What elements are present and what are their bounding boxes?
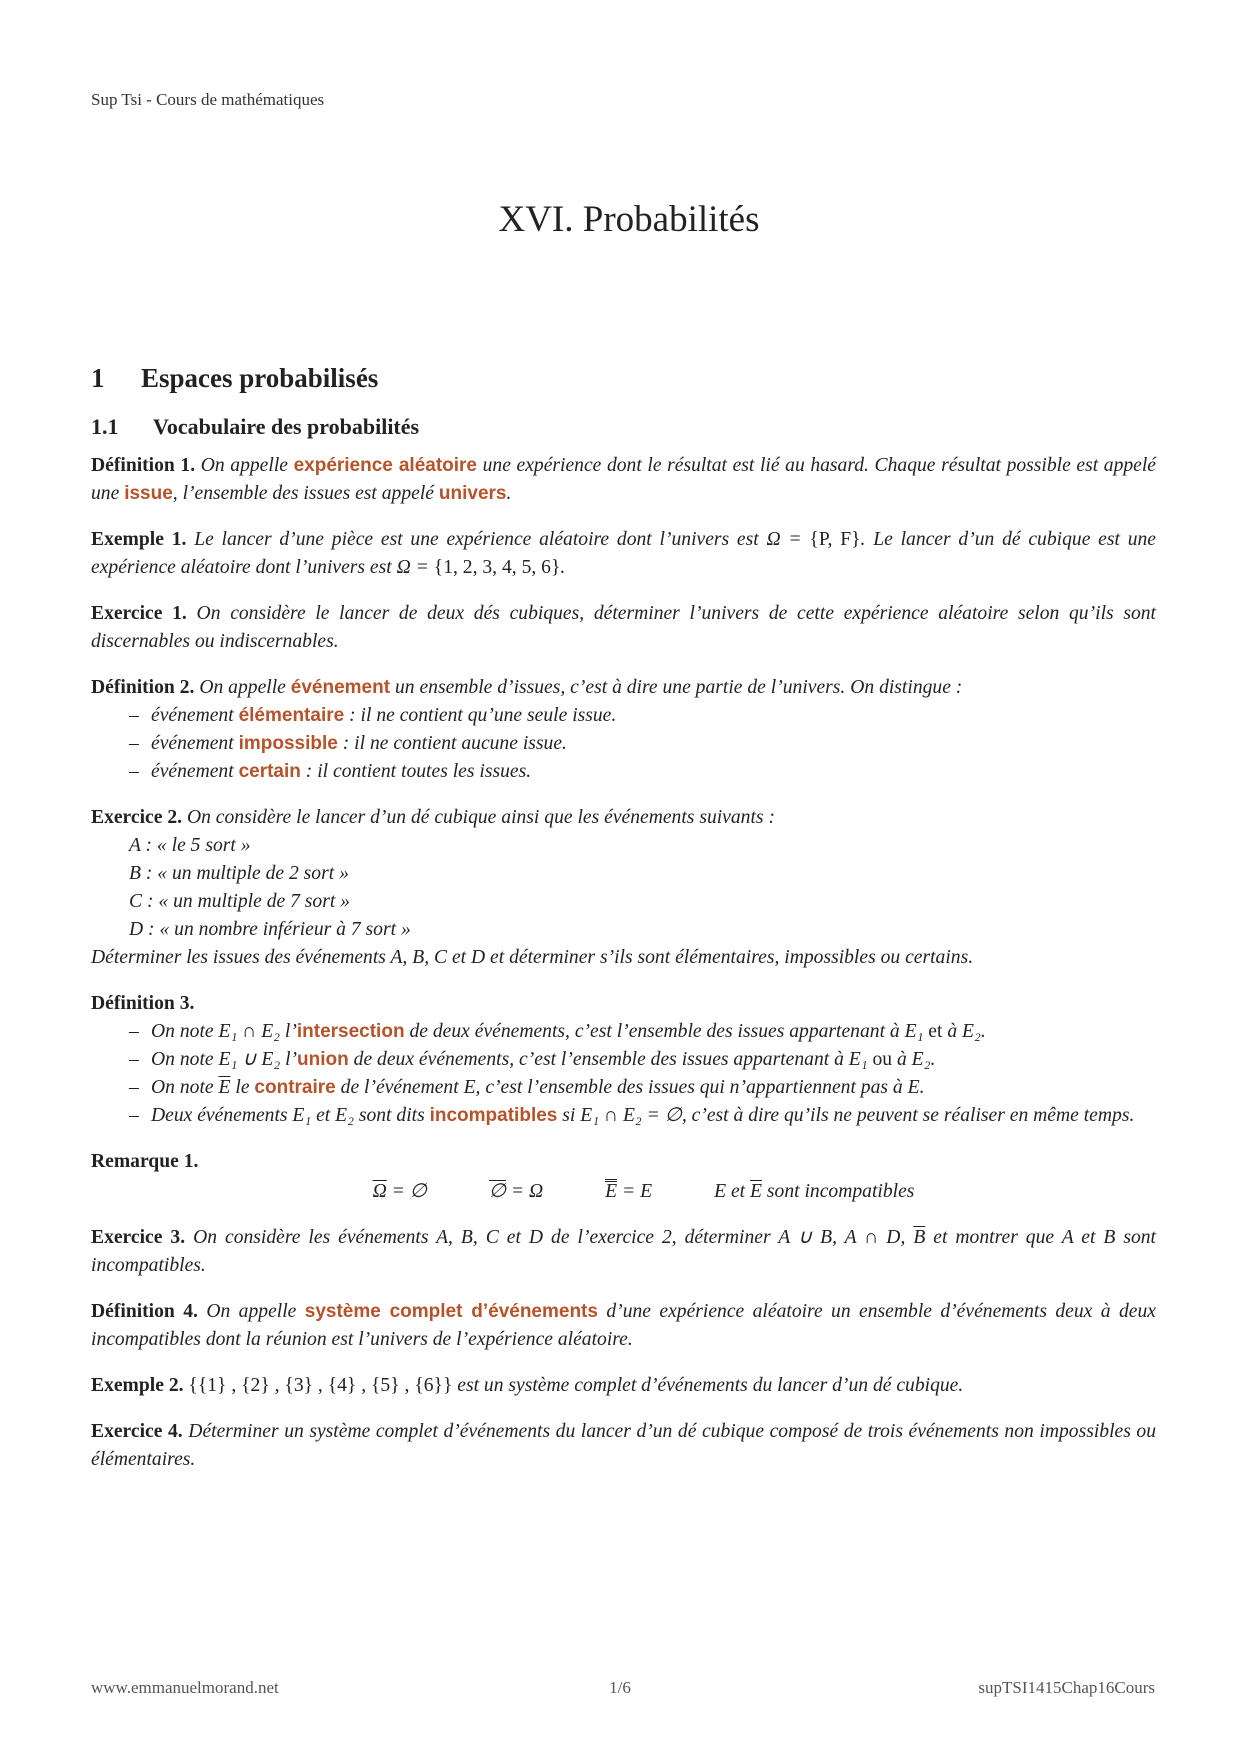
math: sont incompatibles [766,1181,915,1202]
document-title [0,198,1240,241]
text: et [928,1021,943,1042]
text: On note E₁ ∩ E₂ l’ [151,1021,297,1042]
keyword: élémentaire [238,705,345,726]
subsection-heading [91,412,1156,442]
list-item [129,730,1156,758]
text: de deux événements, c’est l’ensemble des issues appartenant à E₁ [353,1049,868,1070]
text: le [235,1077,250,1098]
exercise-4 [91,1418,1156,1474]
section-title: Espaces probabilisés [141,363,379,393]
text: On appelle [206,1301,297,1322]
list-item [129,758,1156,786]
text: Le lancer d’une pièce est une expérience aléatoire dont l’univers est Ω = [194,529,802,550]
exercise-label: Exercice 4. [91,1421,183,1442]
definition-4 [91,1298,1156,1354]
text: . [506,483,512,504]
text: un ensemble d’issues, c’est à dire une partie de l’univers. On distingue : [394,677,963,698]
math-set: {P, F} [809,529,861,550]
text: On note [151,1077,214,1098]
exercise-1 [91,600,1156,656]
keyword: union [297,1049,349,1070]
definition-2 [91,674,1156,786]
text: est un système complet d’événements du lancer d’un dé cubique. [457,1375,964,1396]
math-formulas [91,1178,1156,1206]
example-1 [91,526,1156,582]
text: Déterminer les issues des événements A, B, C et D et déterminer s’ils sont élémentaires, impossibles ou certains. [91,947,974,968]
definition-list [91,702,1156,786]
definition-1 [91,452,1156,508]
math: = ∅ [391,1181,427,1202]
definition-label: Définition 3. [91,993,195,1014]
math-set: {1, 2, 3, 4, 5, 6} [433,557,561,578]
exercise-label: Exercice 3. [91,1227,186,1248]
event-line: D : « un nombre inférieur à 7 sort » [129,919,411,940]
math: E et [714,1181,746,1202]
footer-website: www.emmanuelmorand.net [91,1678,279,1697]
remark-1 [91,1148,1156,1206]
math: E [605,1181,618,1202]
text: : il ne contient aucune issue. [342,733,567,754]
text: , l’ensemble des issues est appelé [172,483,434,504]
keyword: contraire [254,1077,336,1098]
math: $\overline{E}$ [750,1181,762,1202]
text: On considère le lancer de deux dés cubiques, déterminer l’univers de cette expérience aléatoire selon qu’ils sont discernables ou indiscernables. [91,603,1156,652]
remark-label: Remarque 1. [91,1151,199,1172]
event-line: A : « le 5 sort » [129,835,251,856]
formula [714,1178,914,1206]
math: ∅ [488,1181,506,1202]
event-list [91,832,1156,944]
text: On appelle [199,677,286,698]
text: On appelle [200,455,288,476]
text: si E₁ ∩ E₂ = ∅, c’est à dire qu’ils ne peuvent se réaliser en même temps. [562,1105,1135,1126]
text: de l’événement E, c’est l’ensemble des issues qui n’appartiennent pas à E. [340,1077,925,1098]
footer-doc-id: supTSI1415Chap16Cours [978,1678,1155,1697]
math: = Ω [510,1181,544,1202]
list-item [129,702,1156,730]
text: Deux événements E₁ et E₂ sont dits [151,1105,425,1126]
keyword: événement [290,677,391,698]
running-header: Sup Tsi - Cours de mathématiques [91,90,325,109]
text: Déterminer un système complet d’événements du lancer d’un dé cubique composé de trois événements non impossibles ou élémentaires. [91,1421,1156,1470]
keyword: expérience aléatoire [293,455,477,476]
section-heading [91,360,1156,396]
text: à E₂. [947,1021,986,1042]
example-2 [91,1372,1156,1400]
keyword: système complet d’événements [304,1301,598,1322]
definition-label: Définition 4. [91,1301,198,1322]
section-number: 1 [91,363,105,393]
example-label: Exemple 1. [91,529,187,550]
definition-3 [91,990,1156,1130]
list-item [129,1046,1156,1074]
exercise-3 [91,1224,1156,1280]
definition-list [91,1018,1156,1130]
list-item [129,1018,1156,1046]
keyword: incompatibles [429,1105,558,1126]
example-label: Exemple 2. [91,1375,184,1396]
text: et montrer que A et B sont incompatibles. [91,1227,1156,1276]
math: = E [622,1181,653,1202]
formula [605,1178,652,1206]
formula [373,1178,427,1206]
text: ou [872,1049,893,1070]
event-line: C : « un multiple de 7 sort » [129,891,350,912]
definition-label: Définition 2. [91,677,195,698]
formula [489,1178,543,1206]
text: . [560,557,566,578]
math: $\overline{\Omega}$ [372,1181,387,1202]
exercise-2 [91,804,1156,972]
text: . Le lancer d’un dé cubique est une expérience aléatoire dont l’univers est Ω = [91,529,1156,578]
text: : il ne contient qu’une seule issue. [349,705,617,726]
keyword: intersection [296,1021,405,1042]
math-complement: $\overline{E}$ [218,1077,231,1098]
text: à E₂. [896,1049,936,1070]
text: de deux événements, c’est l’ensemble des issues appartenant à E₁ [409,1021,924,1042]
document-body [91,360,1156,1492]
keyword: certain [238,761,301,782]
text: : il contient toutes les issues. [305,761,532,782]
document-title-text: XVI. Probabilités [498,199,760,240]
text: une expérience dont le résultat est lié au hasard. Chaque résultat possible est appelé une [91,455,1156,504]
text: On considère les événements A, B, C et D de l’exercice 2, déterminer A ∪ B, A ∩ D, [193,1227,906,1248]
definition-label: Définition 1. [91,455,196,476]
text: On considère le lancer d’un dé cubique ainsi que les événements suivants : [186,807,775,828]
event-line: B : « un multiple de 2 sort » [129,863,349,884]
subsection-number: 1.1 [91,414,119,439]
text: On note E₁ ∪ E₂ l’ [151,1049,298,1070]
subsection-title: Vocabulaire des probabilités [153,414,420,439]
list-item [129,1102,1156,1130]
text: événement [151,705,234,726]
list-item [129,1074,1156,1102]
math-set: {{1} , {2} , {3} , {4} , {5} , {6}} [188,1375,453,1396]
footer-page-number: 1/6 [609,1678,631,1697]
text: événement [151,761,234,782]
text: d’une expérience aléatoire un ensemble d’événements deux à deux incompatibles dont la réunion est l’univers de l’expérience aléatoire. [91,1301,1156,1350]
math-complement: $\overline{B}$ [913,1227,926,1248]
exercise-label: Exercice 2. [91,807,183,828]
keyword: univers [438,483,507,504]
text: événement [151,733,234,754]
keyword: impossible [238,733,338,754]
keyword: issue [124,483,173,504]
exercise-label: Exercice 1. [91,603,187,624]
